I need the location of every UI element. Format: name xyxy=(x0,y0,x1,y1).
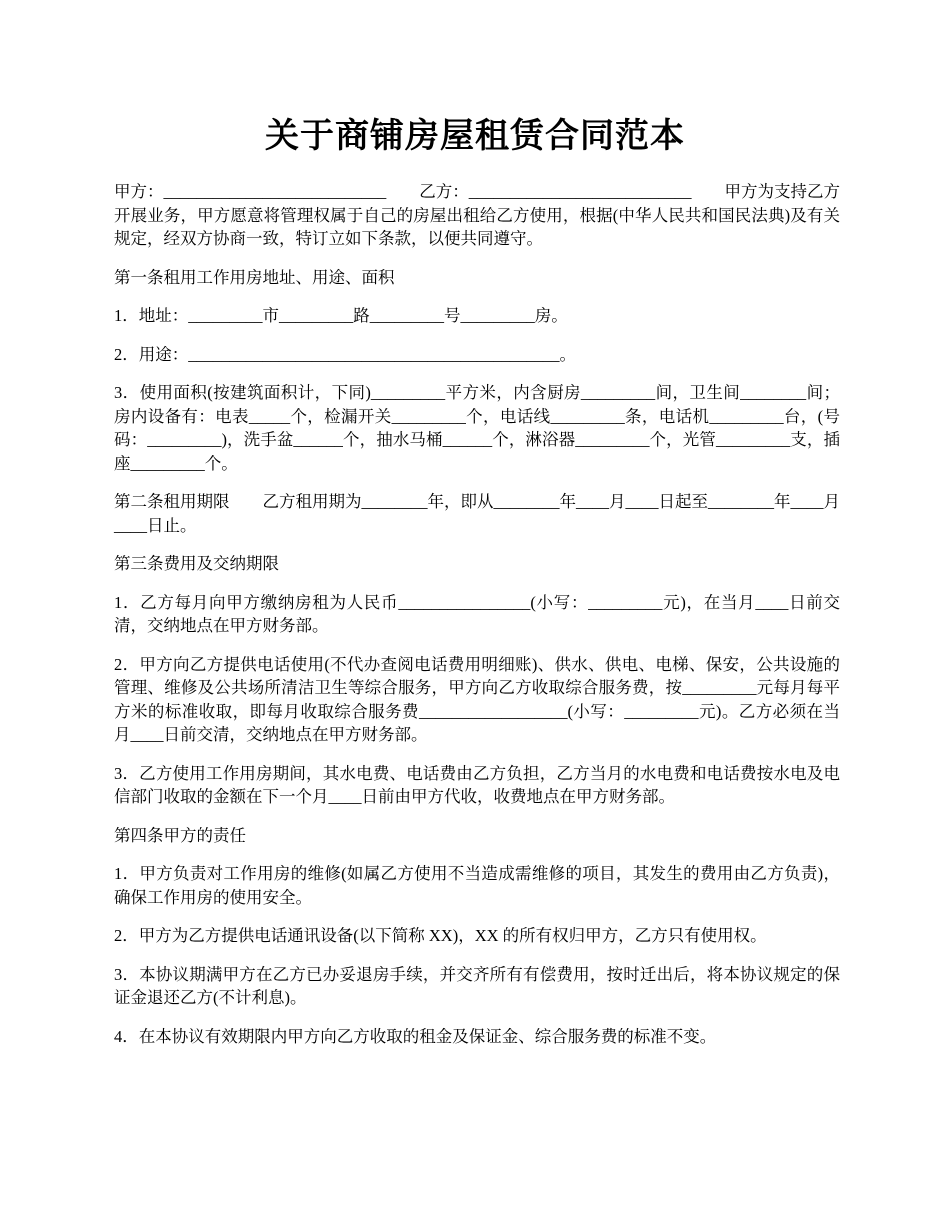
article-1-usage: 2．用途：_____________________________________________。 xyxy=(114,344,576,364)
article-3-service-fee: 2．甲方向乙方提供电话使用(不代办查阅电话费用明细账)、供水、供电、电梯、保安，公共设施的管理、维修及公共场所清洁卫生等综合服务，甲方向乙方收取综合服务费，按_________元每月每平方米的标准收取，即每月收取综合服务费__________________(小写：_________元)。乙方必须在当月____日前交清，交纳地点在甲方财务部。 xyxy=(114,654,840,744)
article-4-telephone: 2．甲方为乙方提供电话通讯设备(以下简称 XX)，XX 的所有权归甲方，乙方只有使用权。 xyxy=(114,926,767,945)
document-body xyxy=(114,180,840,1048)
article-1-area: 3．使用面积(按建筑面积计，下同)_________平方米，内含厨房_________间，卫生间________间；房内设备有：电表_____个，检漏开关_________个，电话线_________条，电话机_________台，(号码：_________)，洗手盆______个，抽水马桶______个，淋浴器_________个，光管_________支，插座_________个。 xyxy=(114,383,840,473)
article-1-heading: 第一条租用工作用房地址、用途、面积 xyxy=(114,267,395,287)
document-title: 关于商铺房屋租赁合同范本 xyxy=(265,116,685,156)
parties-paragraph: 甲方：___________________________ 乙方：___________________________ 甲方为支持乙方开展业务，甲方愿意将管理权属于自己的房屋出租给乙方使用，根据(中华人民共和国民法典)及有关规定，经双方协商一致，特订立如下条款，以便共同遵守。 xyxy=(114,182,840,248)
article-3-rent: 1．乙方每月向甲方缴纳房租为人民币________________(小写：_________元)，在当月____日前交清，交纳地点在甲方财务部。 xyxy=(114,592,840,635)
article-4-heading: 第四条甲方的责任 xyxy=(114,825,246,845)
article-4-maintenance: 1．甲方负责对工作用房的维修(如属乙方使用不当造成需维修的项目，其发生的费用由乙方负责)，确保工作用房的使用安全。 xyxy=(114,864,840,907)
article-3-heading: 第三条费用及交纳期限 xyxy=(114,554,279,573)
article-2-term: 第二条租用期限 乙方租用期为________年，即从________年____月____日起至________年____月____日止。 xyxy=(114,492,840,535)
article-4-deposit: 3．本协议期满甲方在乙方已办妥退房手续，并交齐所有有偿费用，按时迁出后，将本协议规定的保证金退还乙方(不计利息)。 xyxy=(114,964,840,1007)
article-4-fees: 4．在本协议有效期限内甲方向乙方收取的租金及保证金、综合服务费的标准不变。 xyxy=(114,1026,717,1046)
article-3-utilities: 3．乙方使用工作用房期间，其水电费、电话费由乙方负担，乙方当月的水电费和电话费按水电及电信部门收取的金额在下一个月____日前由甲方代收，收费地点在甲方财务部。 xyxy=(114,763,840,806)
article-1-address: 1．地址：_________市_________路_________号_________房。 xyxy=(114,306,568,325)
